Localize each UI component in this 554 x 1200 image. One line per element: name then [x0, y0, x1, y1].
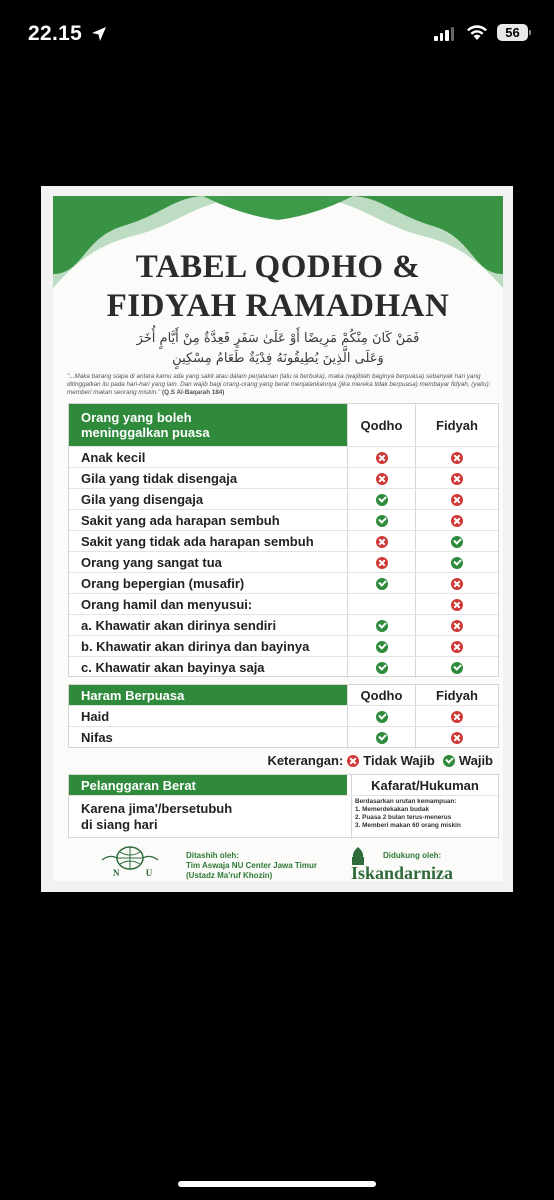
table1-col-fidyah: Fidyah: [436, 418, 478, 433]
table-row: [69, 572, 498, 594]
table3-left-line1: Karena jima'/bersetubuh: [81, 801, 233, 816]
table-row: [69, 551, 498, 573]
check-icon: [376, 641, 388, 653]
check-icon: [451, 536, 463, 548]
row-label: Sakit yang ada harapan sembuh: [81, 513, 280, 528]
table-boleh-meninggalkan: [68, 403, 499, 677]
x-icon: [376, 557, 388, 569]
row-label: Gila yang disengaja: [81, 492, 204, 507]
poster-content: [53, 196, 503, 881]
table-row: [69, 705, 498, 727]
x-icon: [451, 578, 463, 590]
check-icon: [376, 515, 388, 527]
legend-label: Keterangan:: [267, 753, 344, 768]
legend-required: Wajib: [458, 753, 493, 768]
table-haram-berpuasa: [68, 684, 499, 748]
row-label: Anak kecil: [81, 450, 146, 465]
footer-left: Ditashih oleh: Tim Aswaja NU Center Jawa Timur (Ustadz Ma'ruf Khozin): [186, 851, 318, 880]
table-row: [69, 446, 498, 468]
legend-not-required: Tidak Wajib: [363, 753, 435, 768]
nu-logo-text: N U: [113, 868, 165, 878]
table-pelanggaran-berat: [68, 774, 499, 838]
table-row: [69, 593, 498, 615]
table-row: [69, 656, 498, 678]
clock: 22.15: [28, 22, 83, 45]
poster-title-line2: FIDYAH RAMADHAN: [106, 288, 450, 324]
location-arrow-icon: [91, 26, 107, 42]
legend-check-icon: [443, 755, 455, 767]
table-row: [69, 726, 498, 748]
x-icon: [451, 641, 463, 653]
table-row: [69, 614, 498, 636]
wifi-icon: [466, 24, 488, 41]
check-icon: [376, 620, 388, 632]
check-icon: [451, 557, 463, 569]
row-label: b. Khawatir akan dirinya dan bayinya: [81, 639, 310, 654]
check-icon: [376, 578, 388, 590]
x-icon: [451, 515, 463, 527]
row-label: Haid: [81, 709, 110, 724]
x-icon: [376, 536, 388, 548]
x-icon: [451, 732, 463, 744]
check-icon: [376, 711, 388, 723]
legend: [68, 753, 499, 769]
x-icon: [451, 711, 463, 723]
cellular-signal-icon: [434, 27, 454, 41]
x-icon: [451, 452, 463, 464]
row-label: Orang yang sangat tua: [81, 555, 222, 570]
x-icon: [451, 494, 463, 506]
x-icon: [451, 620, 463, 632]
table3-col-label: Kafarat/Hukuman: [371, 778, 479, 793]
brand-name: Iskandarniza: [351, 863, 454, 883]
table-row: [69, 530, 498, 552]
row-label: c. Khawatir akan bayinya saja: [81, 660, 265, 675]
table1-header-label: Orang yang boleh meninggalkan puasa: [81, 410, 210, 440]
verse-reference: (Q.S Al-Baqarah 184): [161, 389, 225, 396]
poster-title-line1: TABEL QODHO &: [135, 249, 421, 285]
x-icon: [451, 473, 463, 485]
check-icon: [376, 494, 388, 506]
x-icon: [451, 599, 463, 611]
table3-header-label: Pelanggaran Berat: [81, 778, 196, 793]
check-icon: [451, 662, 463, 674]
home-indicator[interactable]: [178, 1181, 376, 1187]
table2-col-fidyah: Fidyah: [436, 688, 478, 703]
row-label: Gila yang tidak disengaja: [81, 471, 238, 486]
table2-header-label: Haram Berpuasa: [81, 688, 185, 703]
table2-col-qodho: Qodho: [360, 688, 403, 703]
check-icon: [376, 662, 388, 674]
row-label: a. Khawatir akan dirinya sendiri: [81, 618, 277, 633]
table-row: [69, 467, 498, 489]
status-bar: [0, 0, 554, 70]
check-icon: [376, 732, 388, 744]
table1-col-qodho: Qodho: [360, 418, 403, 433]
battery-indicator: 56: [497, 24, 528, 41]
x-icon: [376, 452, 388, 464]
footer-right-label: Didukung oleh:: [383, 851, 442, 860]
poster-image: [41, 186, 513, 892]
row-label: Sakit yang tidak ada harapan sembuh: [81, 534, 314, 549]
row-label: Orang hamil dan menyusui:: [81, 597, 253, 612]
x-icon: [376, 473, 388, 485]
quran-verse-line1: فَمَنْ كَانَ مِنْكُمْ مَرِيضًا أَوْ عَلَىٰ سَفَرٍ فَعِدَّةٌ مِنْ أَيَّامٍ أُخَرَ: [136, 331, 420, 346]
row-label: Orang bepergian (musafir): [81, 576, 245, 591]
verse-translation: "...Maka barang siapa di antara kamu ada yang sakit atau dalam perjalanan (lalu ia berbuka), maka (wajiblah baginya berpuasa) sebanyak hari yang ditinggalkan itu pada hari-hari yang lain. Dan wajib bagi orang-orang yang berat menjalankannya (jika mereka tidak berpuasa) membayar fidyah, (yaitu): memberi makan seorang miskin." (Q.S Al-Baqarah 184): [67, 373, 491, 396]
kafarat-list: Berdasarkan urutan kemampuan: 1. Memerdekakan budak 2. Puasa 2 bulan terus-menerus 3. Memberi makan 60 orang miskin: [355, 798, 461, 829]
table-row: [69, 635, 498, 657]
table3-left-line2: di siang hari: [81, 817, 158, 832]
quran-verse-line2: وَعَلَى الَّذِينَ يُطِيقُونَهُ فِدْيَةٌ طَعَامُ مِسْكِينٍ: [172, 351, 384, 366]
row-label: Nifas: [81, 730, 113, 745]
table-row: [69, 509, 498, 531]
legend-x-icon: [347, 755, 359, 767]
table-row: [69, 488, 498, 510]
